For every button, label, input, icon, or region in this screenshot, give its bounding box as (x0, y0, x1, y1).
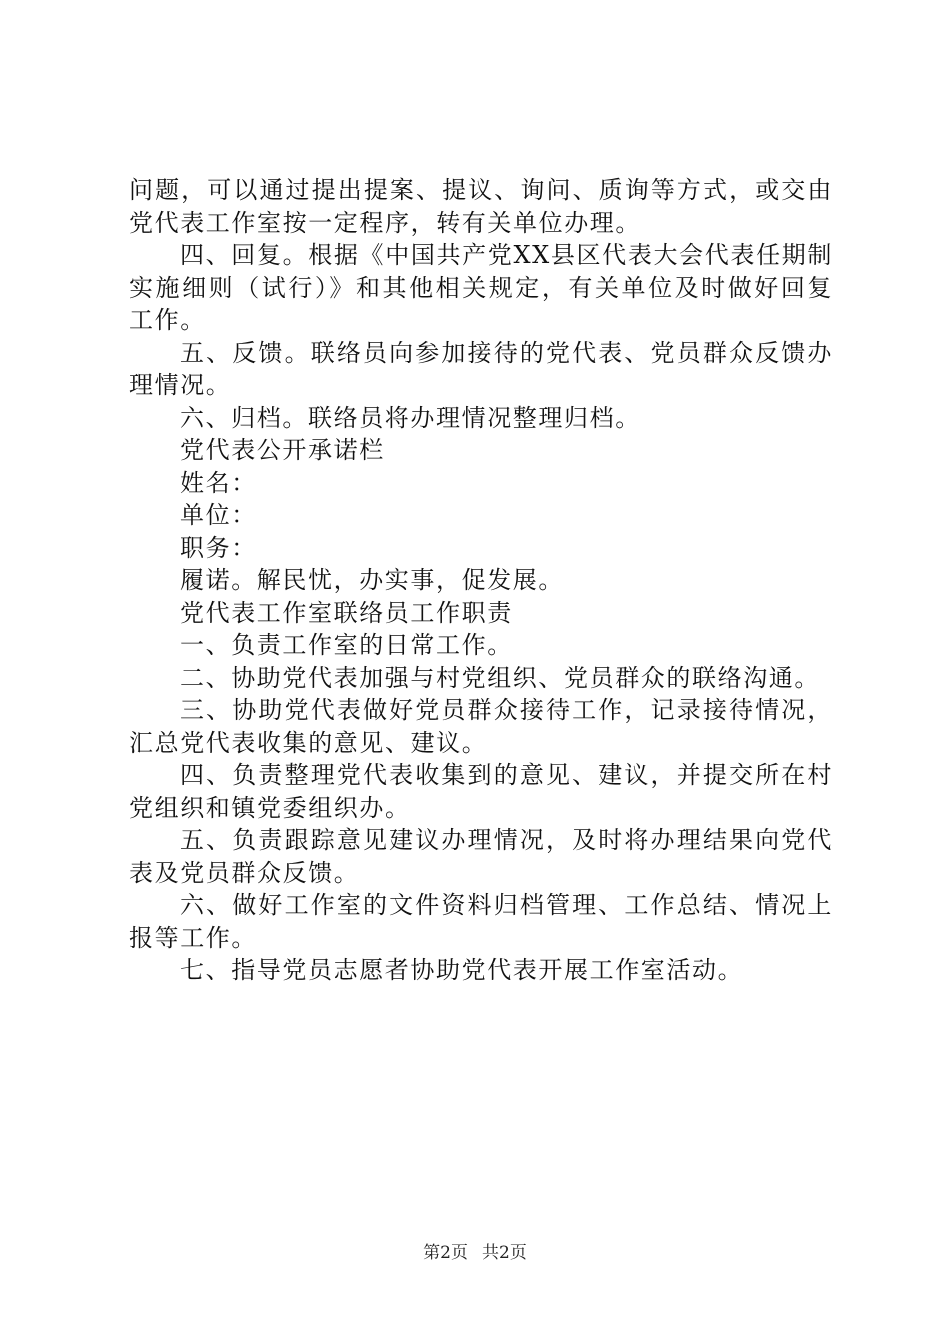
list-item: 六、做好工作室的文件资料归档管理、工作总结、情况上报等工作。 (129, 891, 833, 952)
paragraph: 四、回复。根据《中国共产党XX县区代表大会代表任期制实施细则（试行）》和其他相关规定，有关单位及时做好回复工作。 (129, 241, 833, 334)
paragraph: 五、反馈。联络员向参加接待的党代表、党员群众反馈办理情况。 (129, 338, 833, 399)
paragraph: 问题，可以通过提出提案、提议、询问、质询等方式，或交由党代表工作室按一定程序，转有关单位办理。 (129, 176, 833, 237)
paragraph: 六、归档。联络员将办理情况整理归档。 (180, 403, 641, 432)
section-heading: 党代表公开承诺栏 (180, 436, 385, 464)
list-item: 四、负责整理党代表收集到的意见、建议，并提交所在村党组织和镇党委组织办。 (129, 761, 833, 822)
list-item: 三、协助党代表做好党员群众接待工作，记录接待情况，汇总党代表收集的意见、建议。 (129, 696, 833, 757)
form-field-name: 姓名： (180, 468, 257, 497)
list-item: 一、负责工作室的日常工作。 (180, 631, 513, 659)
paragraph: 履诺。解民忧，办实事，促发展。 (180, 566, 564, 594)
page-number: 第2页 (423, 1243, 468, 1263)
section-heading: 党代表工作室联络员工作职责 (180, 598, 513, 627)
document-body (129, 174, 833, 987)
list-item: 五、负责跟踪意见建议办理情况，及时将办理结果向党代表及党员群众反馈。 (129, 826, 833, 887)
page-footer (0, 1242, 950, 1264)
form-field-unit: 单位： (180, 501, 257, 529)
form-field-position: 职务： (180, 533, 257, 562)
page-total: 共2页 (482, 1243, 527, 1263)
list-item: 二、协助党代表加强与村党组织、党员群众的联络沟通。 (180, 663, 820, 692)
list-item: 七、指导党员志愿者协助党代表开展工作室活动。 (180, 956, 744, 984)
